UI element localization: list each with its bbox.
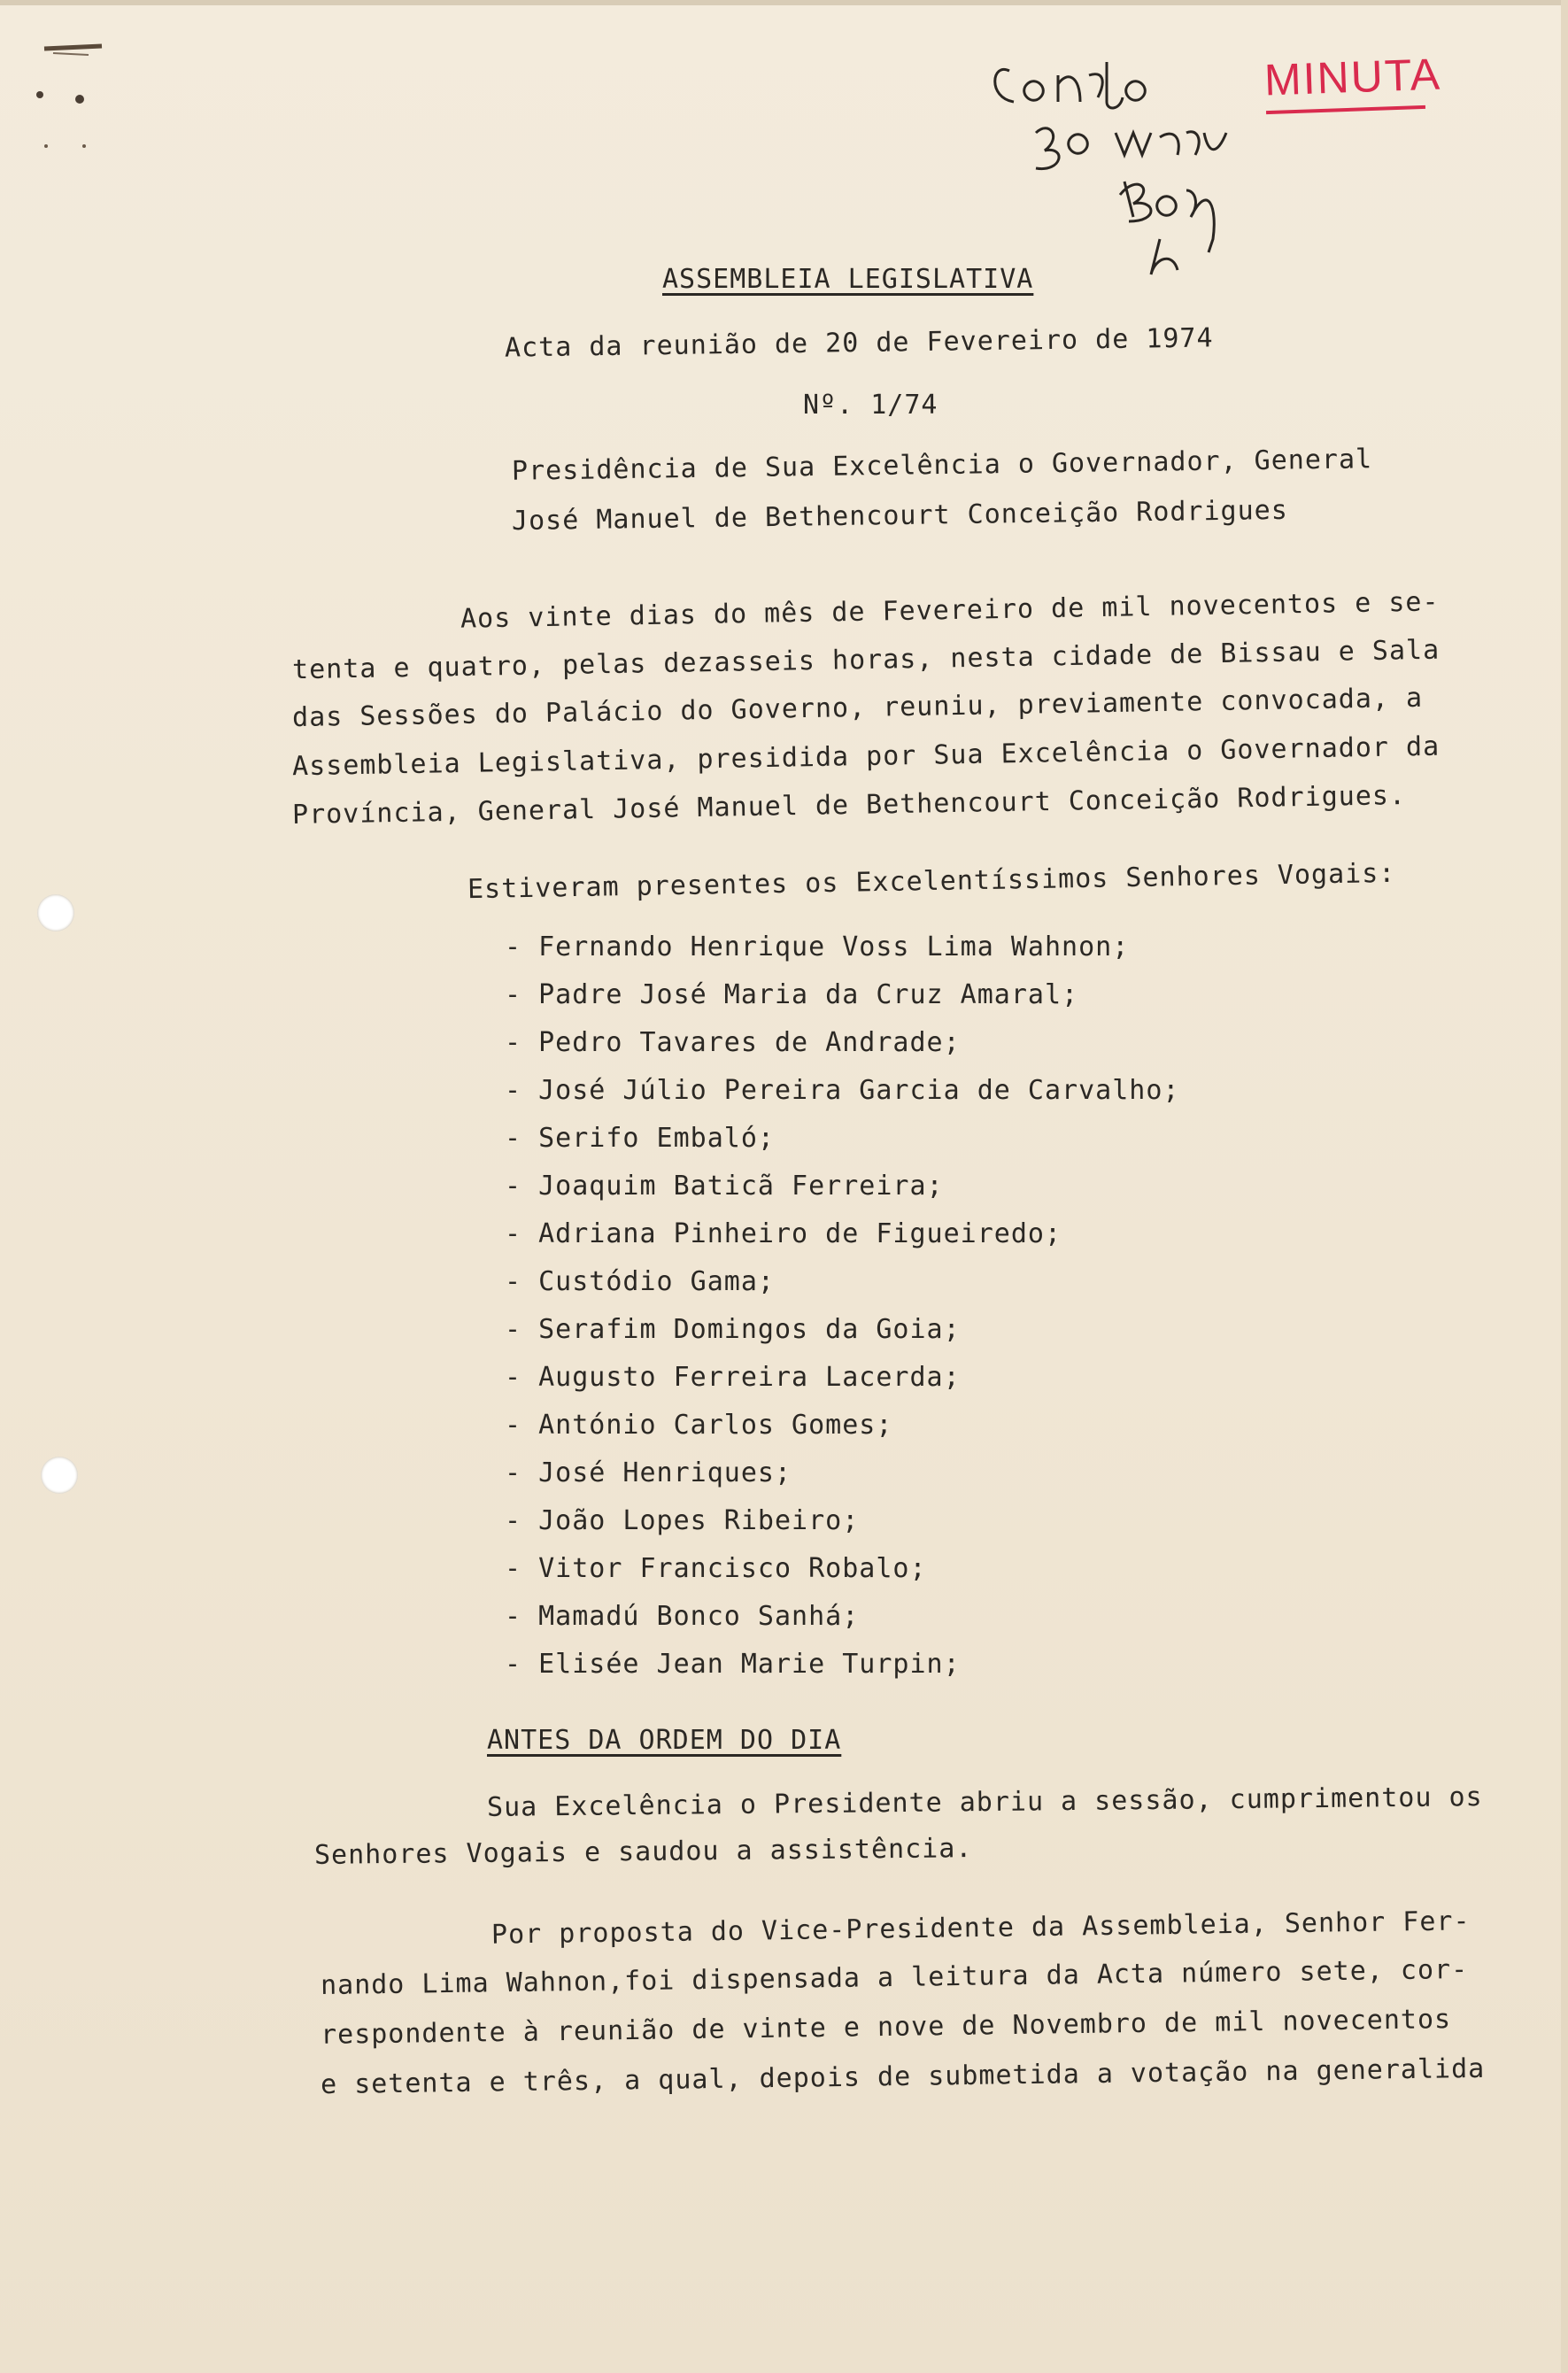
member-list-item: - José Júlio Pereira Garcia de Carvalho; <box>505 1075 1180 1106</box>
opening-line-3: das Sessões do Palácio do Governo, reuniu, previamente convocada, a <box>291 682 1424 734</box>
opening-line-2: tenta e quatro, pelas dezasseis horas, nesta cidade de Bissau e Sala <box>291 634 1441 686</box>
member-list-item: - Augusto Ferreira Lacerda; <box>505 1362 961 1393</box>
member-list-item: - Padre José Maria da Cruz Amaral; <box>505 979 1079 1010</box>
member-list-item: - João Lopes Ribeiro; <box>505 1505 860 1536</box>
member-list-item: - Pedro Tavares de Andrade; <box>505 1027 961 1058</box>
member-list-item: - Fernando Henrique Voss Lima Wahnon; <box>505 931 1130 962</box>
section-para-2-line-1: Por proposta do Vice-Presidente da Assembleia, Senhor Fer- <box>490 1905 1471 1951</box>
member-list-item: - Mamadú Bonco Sanhá; <box>505 1601 860 1632</box>
document-title: ASSEMBLEIA LEGISLATIVA <box>662 264 1034 295</box>
opening-line-1: Aos vinte dias do mês de Fevereiro de mil novecentos e se- <box>460 586 1440 635</box>
member-list-item: - Custódio Gama; <box>505 1266 775 1297</box>
section-heading: ANTES DA ORDEM DO DIA <box>487 1725 842 1756</box>
section-para-2-line-4: e setenta e três, a qual, depois de submetida a votação na generalida <box>320 2052 1486 2101</box>
staple-marks <box>35 35 124 159</box>
member-list-item: - Vitor Francisco Robalo; <box>505 1553 927 1584</box>
page-right-edge <box>1561 0 1568 2373</box>
page-top-edge <box>0 0 1568 5</box>
member-list-item: - Joaquim Baticã Ferreira; <box>505 1171 944 1202</box>
punch-hole-lower <box>41 1457 78 1494</box>
opening-line-4: Assembleia Legislativa, presidida por Sua Excelência o Governador da <box>291 730 1441 783</box>
section-para-2-line-2: nando Lima Wahnon,foi dispensada a leitura da Acta número sete, cor- <box>320 1953 1469 2002</box>
member-list-item: - António Carlos Gomes; <box>505 1410 893 1441</box>
act-number: Nº. 1/74 <box>803 390 938 421</box>
meeting-date-line: Acta da reunião de 20 de Fevereiro de 1974 <box>504 322 1214 364</box>
attendance-intro: Estiveram presentes os Excelentíssimos Senhores Vogais: <box>467 857 1396 906</box>
member-list-item: - Adriana Pinheiro de Figueiredo; <box>505 1218 1062 1249</box>
member-list-item: - Elisée Jean Marie Turpin; <box>505 1649 961 1680</box>
minuta-stamp: MINUTA <box>1263 49 1442 105</box>
presidency-line-1: Presidência de Sua Excelência o Governador, General <box>511 444 1373 487</box>
section-para-1-line-1: Sua Excelência o Presidente abriu a sessão, cumprimentou os <box>486 1782 1483 1823</box>
member-list-item: - Serafim Domingos da Goia; <box>505 1314 961 1345</box>
presidency-line-2: José Manuel de Bethencourt Conceição Rodrigues <box>511 494 1289 537</box>
opening-line-5: Província, General José Manuel de Bethencourt Conceição Rodrigues. <box>291 780 1407 831</box>
member-list-item: - Serifo Embaló; <box>505 1123 775 1154</box>
section-para-2-line-3: respondente à reunião de vinte e nove de Novembro de mil novecentos <box>320 2004 1452 2051</box>
member-list-item: - José Henriques; <box>505 1457 792 1488</box>
punch-hole-upper <box>37 894 74 931</box>
section-para-1-line-2: Senhores Vogais e saudou a assistência. <box>313 1833 973 1871</box>
